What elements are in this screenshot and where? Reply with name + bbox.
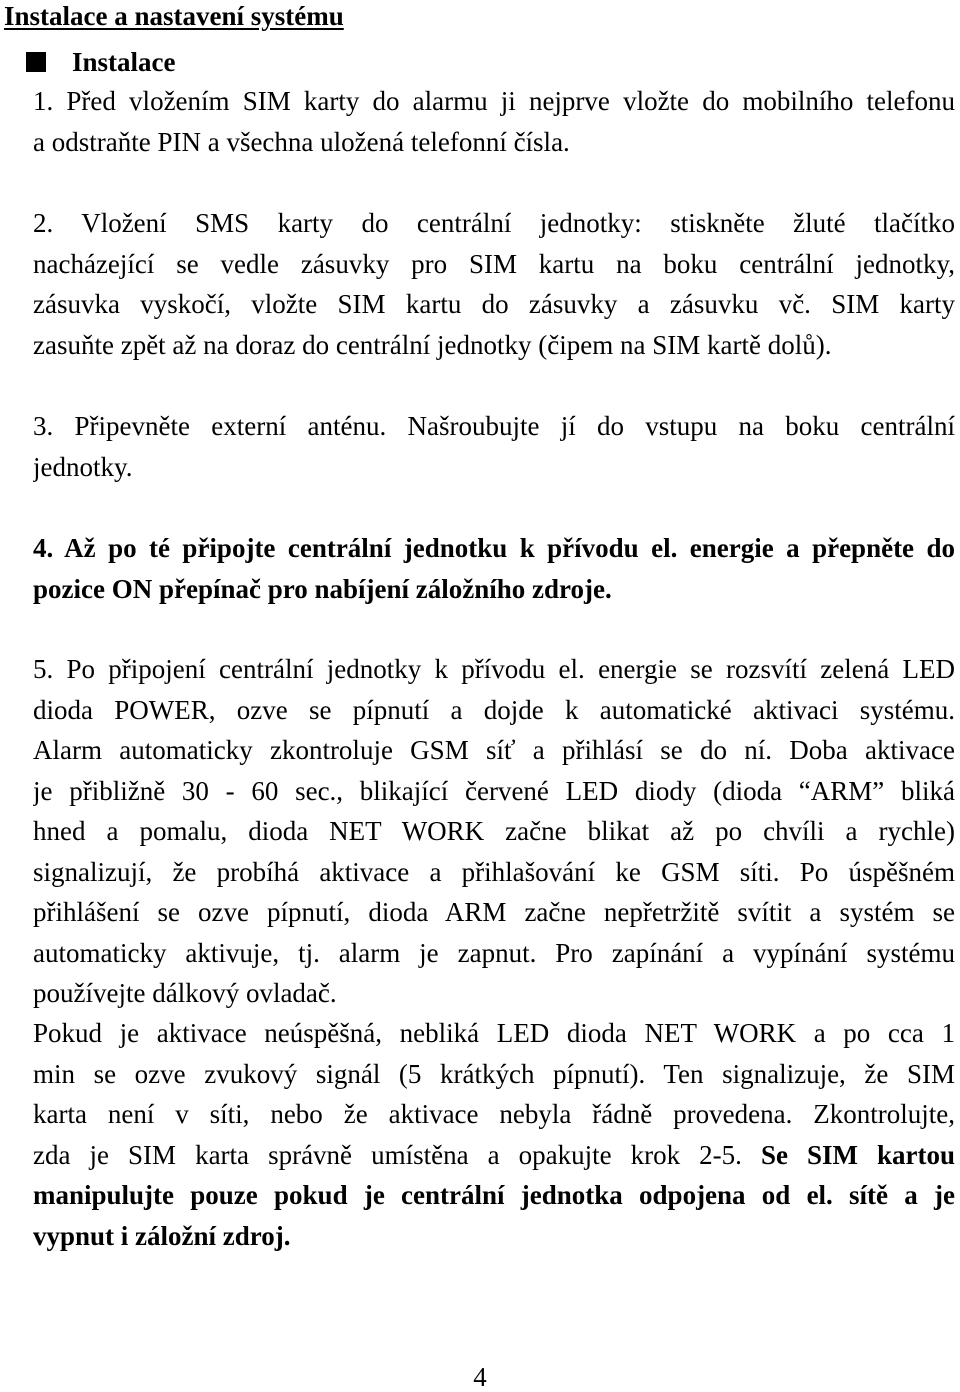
step-5-line-4: je přibližně 30 - 60 sec., blikající červené LED diody (dioda “ARM” bliká bbox=[33, 775, 955, 806]
section-heading bbox=[72, 44, 176, 80]
step-1-paragraph bbox=[33, 81, 955, 162]
step-1-line-2: a odstraňte PIN a všechna uložená telefonní čísla. bbox=[33, 126, 570, 157]
step-5-line-1: 5. Po připojení centrální jednotky k přívodu el. energie se rozsvítí zelená LED bbox=[33, 654, 955, 684]
step-4-paragraph bbox=[33, 528, 955, 609]
step-2-line-2: nacházející se vedle zásuvky pro SIM kartu na boku centrální jednotky, bbox=[33, 248, 955, 279]
step-3-paragraph bbox=[33, 406, 955, 487]
step-2-line-3: zásuvka vyskočí, vložte SIM kartu do zásuvky a zásuvku vč. SIM karty bbox=[33, 289, 955, 319]
page-number: 4 bbox=[473, 1362, 487, 1392]
failure-line-6: vypnut i záložní zdroj. bbox=[33, 1220, 291, 1251]
section-heading-text: Instalace bbox=[72, 47, 176, 77]
step-5-line-6: signalizují, že probíhá aktivace a přihlašování ke GSM síti. Po úspěšném bbox=[33, 856, 955, 887]
failure-line-4-normal: zda je SIM karta správně umístěna a opakujte krok 2-5. bbox=[33, 1139, 742, 1170]
step-5-line-9: používejte dálkový ovladač. bbox=[33, 978, 337, 1008]
step-5-line-2: dioda POWER, ozve se pípnutí a dojde k automatické aktivaci systému. bbox=[33, 694, 955, 725]
step-5-line-5: hned a pomalu, dioda NET WORK začne blikat až po chvíli a rychle) bbox=[33, 816, 955, 846]
step-1-line-1: 1. Před vložením SIM karty do alarmu ji nejprve vložte do mobilního telefonu bbox=[33, 86, 955, 116]
step-4-line-2: pozice ON přepínač pro nabíjení záložního zdroje. bbox=[33, 573, 612, 604]
step-5-line-7: přihlášení se ozve pípnutí, dioda ARM začne nepřetržitě svítit a systém se bbox=[33, 897, 955, 927]
failure-paragraph bbox=[33, 1013, 955, 1256]
step-3-line-1: 3. Připevněte externí anténu. Našroubujte jí do vstupu na boku centrální bbox=[33, 411, 955, 441]
step-2-line-1: 2. Vložení SMS karty do centrální jednotky: stiskněte žluté tlačítko bbox=[33, 208, 955, 238]
step-5-line-8: automaticky aktivuje, tj. alarm je zapnut. Pro zapínání a vypínání systému bbox=[33, 937, 955, 968]
failure-line-2: min se ozve zvukový signál (5 krátkých pípnutí). Ten signalizuje, že SIM bbox=[33, 1058, 955, 1089]
page-title: Instalace a nastavení systému bbox=[4, 1, 344, 31]
step-5-line-3: Alarm automaticky zkontroluje GSM síť a přihlásí se do ní. Doba aktivace bbox=[33, 735, 955, 765]
step-4-line-1: 4. Až po té připojte centrální jednotku k přívodu el. energie a přepněte do bbox=[33, 533, 955, 563]
failure-line-1: Pokud je aktivace neúspěšná, nebliká LED dioda NET WORK a po cca 1 bbox=[33, 1018, 955, 1048]
failure-line-5: manipulujte pouze pokud je centrální jednotka odpojena od el. sítě a je bbox=[33, 1180, 955, 1210]
failure-line-4-bold: Se SIM kartou bbox=[760, 1139, 955, 1170]
step-5-paragraph bbox=[33, 649, 955, 1014]
square-bullet-icon bbox=[26, 52, 46, 72]
step-2-line-4: zasuňte zpět až na doraz do centrální jednotky (čipem na SIM kartě dolů). bbox=[33, 329, 832, 360]
step-3-line-2: jednotky. bbox=[33, 451, 133, 482]
failure-line-3: karta není v síti, nebo že aktivace nebyla řádně provedena. Zkontrolujte, bbox=[33, 1099, 955, 1129]
failure-line-4 bbox=[33, 1135, 955, 1176]
step-2-paragraph bbox=[33, 203, 955, 365]
